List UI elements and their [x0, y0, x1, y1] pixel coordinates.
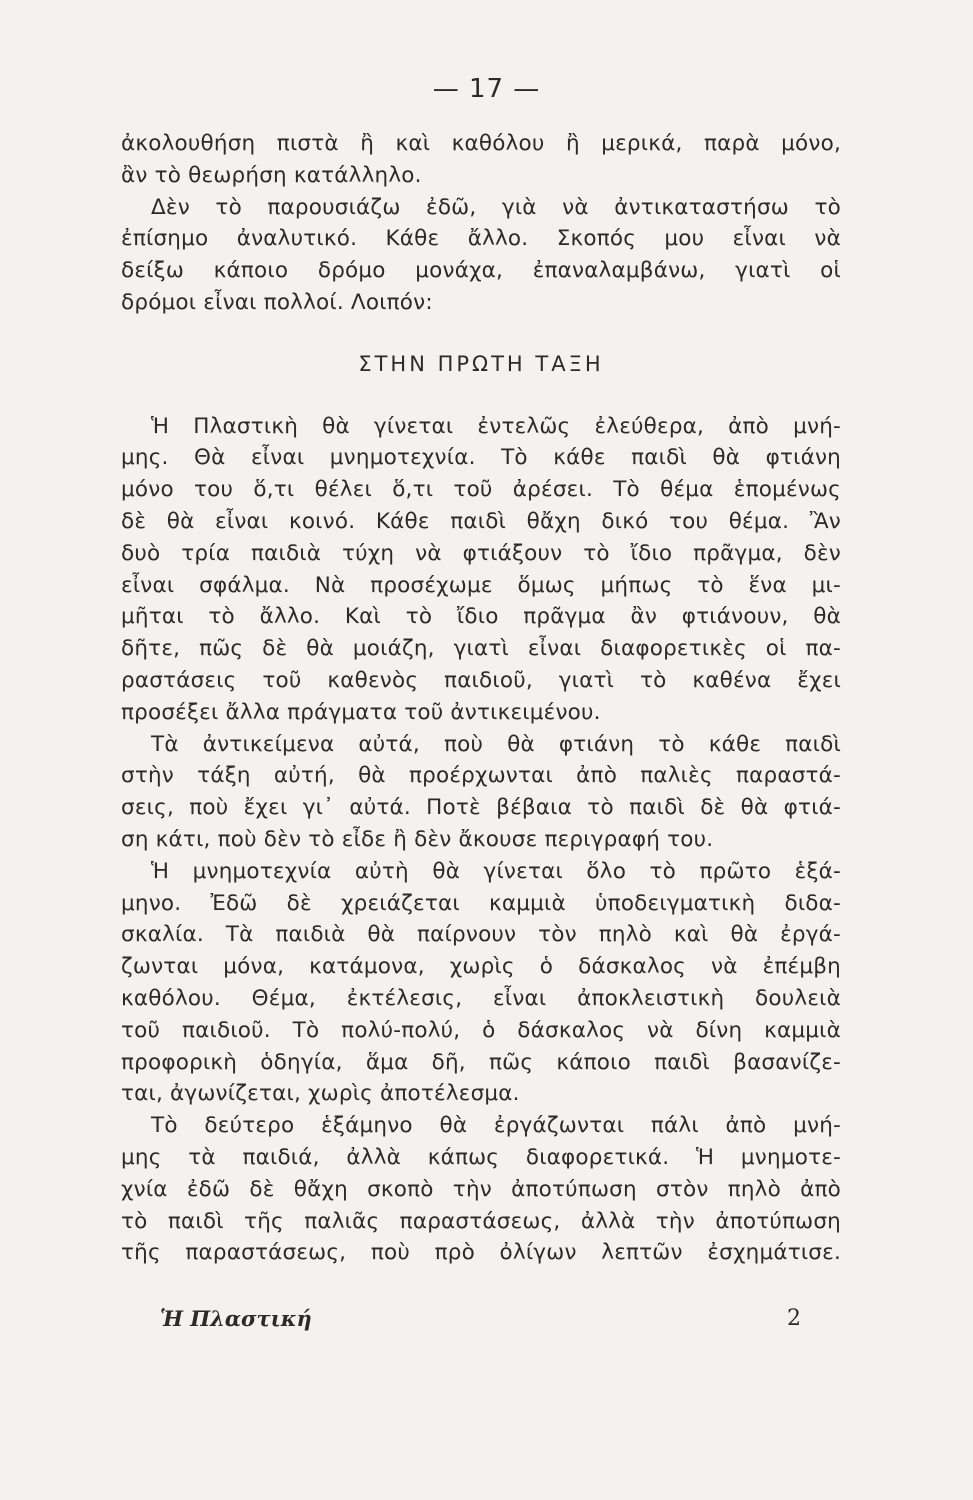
text-line: τοῦ παιδιοῦ. Τὸ πολύ-πολύ, ὁ δάσκαλος νὰ δίνη καμμιὰ — [121, 1017, 841, 1043]
text-line: τὸ παιδὶ τῆς παλιᾶς παραστάσεως, ἀλλὰ τὴν ἀποτύπωση — [121, 1208, 841, 1234]
text-line: ραστάσεις τοῦ καθενὸς παιδιοῦ, γιατὶ τὸ καθένα ἔχει — [121, 667, 841, 693]
signature-mark: 2 — [787, 1306, 801, 1331]
text-line: χνία ἐδῶ δὲ θἄχη σκοπὸ τὴν ἀποτύπωση στὸν πηλὸ ἀπὸ — [121, 1176, 841, 1202]
text-line: μηνο. Ἐδῶ δὲ χρειάζεται καμμιὰ ὑποδειγματικὴ διδα- — [121, 890, 841, 916]
text-line: ἂν τὸ θεωρήση κατάλληλο. — [121, 162, 422, 188]
text-line: καθόλου. Θέμα, ἐκτέλεσις, εἶναι ἀποκλειστικὴ δουλειὰ — [121, 985, 841, 1011]
text-line: δρόμοι εἶναι πολλοί. Λοιπόν: — [121, 289, 433, 315]
line-spacer — [121, 381, 841, 411]
text-line: δῆτε, πῶς δὲ θὰ μοιάζη, γιατὶ εἶναι διαφορετικὲς οἱ πα- — [121, 636, 841, 662]
text-line: προφορικὴ ὁδηγία, ἅμα δῆ, πῶς κάποιο παιδὶ βασανίζε- — [121, 1049, 841, 1075]
text-line: Δὲν τὸ παρουσιάζω ἐδῶ, γιὰ νὰ ἀντικαταστήσω τὸ — [151, 194, 841, 220]
text-line: ση κάτι, ποὺ δὲν τὸ εἶδε ἢ δὲν ἄκουσε περιγραφή του. — [121, 826, 714, 852]
text-line: ται, ἀγωνίζεται, χωρὶς ἀποτέλεσμα. — [121, 1081, 520, 1107]
section-heading: ΣΤΗΝ ΠΡΩΤΗ ΤΑΞΗ — [358, 351, 604, 376]
page-number: — 17 — — [432, 74, 541, 104]
text-line: Ἡ μνημοτεχνία αὐτὴ θὰ γίνεται ὅλο τὸ πρῶτο ἑξά- — [151, 858, 841, 884]
text-line: τῆς παραστάσεως, ποὺ πρὸ ὀλίγων λεπτῶν ἐσχημάτισε. — [121, 1240, 841, 1266]
text-line: μης. Θὰ εἶναι μνημοτεχνία. Τὸ κάθε παιδὶ θὰ φτιάνη — [121, 445, 841, 471]
text-line: ζωνται μόνα, κατάμονα, χωρὶς ὁ δάσκαλος νὰ ἐπέμβη — [121, 954, 841, 980]
text-line: Τὸ δεύτερο ἑξάμηνο θὰ ἐργάζωνται πάλι ἀπὸ μνή- — [151, 1113, 841, 1139]
text-line: δὲ θὰ εἶναι κοινό. Κάθε παιδὶ θἄχη δικό του θέμα. Ἂν — [121, 508, 841, 534]
text-line: στὴν τάξη αὐτή, θὰ προέρχωνται ἀπὸ παλιὲς παραστά- — [121, 763, 841, 789]
text-line: σεις, ποὺ ἔχει γι᾽ αὐτά. Ποτὲ βέβαια τὸ παιδὶ δὲ θὰ φτιά- — [121, 795, 841, 821]
text-line: προσέξει ἄλλα πράγματα τοῦ ἀντικειμένου. — [121, 699, 601, 725]
text-line: σκαλία. Τὰ παιδιὰ θὰ παίρνουν τὸν πηλὸ καὶ θὰ ἐργά- — [121, 922, 841, 948]
text-line: δυὸ τρία παιδιὰ τύχη νὰ φτιάξουν τὸ ἴδιο πρᾶγμα, δὲν — [121, 540, 841, 566]
text-line: ἐπίσημο ἀναλυτικό. Κάθε ἄλλο. Σκοπός μου εἶναι νὰ — [121, 226, 841, 252]
text-line: ἀκολουθήση πιστὰ ἢ καὶ καθόλου ἢ μερικά, παρὰ μόνο, — [121, 131, 841, 156]
page-footer — [160, 1306, 800, 1331]
text-line: μῆται τὸ ἄλλο. Καὶ τὸ ἴδιο πρᾶγμα ἂν φτιάνουν, θὰ — [121, 604, 841, 630]
text-line: μης τὰ παιδιά, ἀλλὰ κάπως διαφορετικά. Ἡ μνημοτε- — [121, 1144, 841, 1170]
body-text — [121, 128, 841, 1269]
line-spacer — [121, 319, 841, 349]
text-line: δείξω κάποιο δρόμο μονάχα, ἐπαναλαμβάνω, γιατὶ οἱ — [121, 258, 841, 284]
text-line: Τὰ ἀντικείμενα αὐτά, ποὺ θὰ φτιάνη τὸ κάθε παιδὶ — [151, 731, 841, 757]
footer-book-title: Ἡ Πλαστική — [160, 1306, 312, 1331]
text-line: Ἡ Πλαστικὴ θὰ γίνεται ἐντελῶς ἐλεύθερα, ἀπὸ μνή- — [151, 413, 841, 439]
text-line: μόνο του ὅ,τι θέλει ὅ,τι τοῦ ἀρέσει. Τὸ θέμα ἑπομένως — [121, 477, 841, 503]
text-line: εἶναι σφάλμα. Νὰ προσέχωμε ὅμως μήπως τὸ ἕνα μι- — [121, 572, 841, 598]
